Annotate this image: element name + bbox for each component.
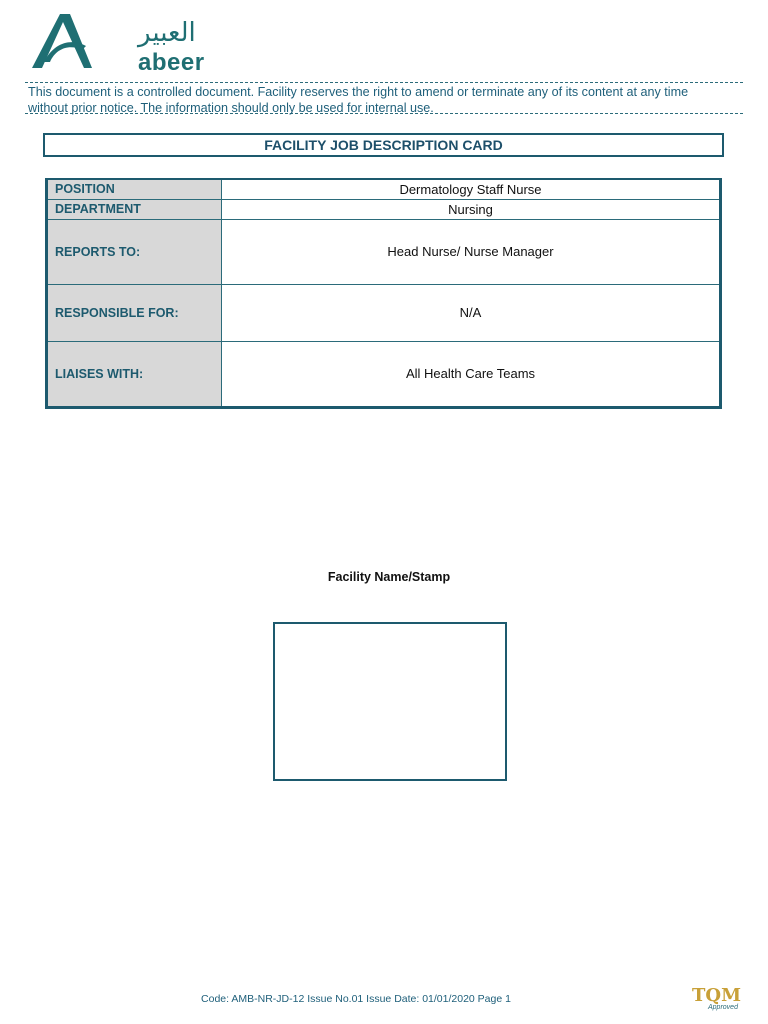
abeer-logo	[30, 12, 205, 76]
facility-stamp-box	[273, 622, 507, 781]
position-value: Dermatology Staff Nurse	[222, 179, 721, 199]
job-description-table	[45, 178, 722, 409]
table-row	[47, 179, 721, 199]
table-row	[47, 219, 721, 284]
table-row	[47, 285, 721, 341]
document-code-footer: Code: AMB-NR-JD-12 Issue No.01 Issue Date: 01/01/2020 Page 1	[201, 993, 511, 1005]
abeer-logo-mark-icon	[30, 12, 100, 70]
responsible-for-label: RESPONSIBLE FOR:	[47, 285, 222, 341]
table-row	[47, 199, 721, 219]
tqm-logo-text: TQM	[692, 985, 741, 1006]
department-value: Nursing	[222, 199, 721, 219]
liaises-with-label: LIAISES WITH:	[47, 341, 222, 407]
notice-line-2: without prior notice. The information should only be used for internal use.	[28, 101, 434, 115]
tqm-approved-text: Approved	[708, 1004, 738, 1011]
table-row	[47, 341, 721, 407]
notice-line-1: This document is a controlled document. Facility reserves the right to amend or terminate any of its content at any time	[28, 85, 689, 99]
logo-arabic-text: العبير	[138, 18, 196, 48]
reports-to-label: REPORTS TO:	[47, 219, 222, 284]
liaises-with-value: All Health Care Teams	[222, 341, 721, 407]
logo-english-text: abeer	[138, 49, 205, 76]
department-label: DEPARTMENT	[47, 199, 222, 219]
controlled-document-notice	[25, 82, 743, 114]
tqm-approved-badge	[692, 985, 742, 1015]
card-title: FACILITY JOB DESCRIPTION CARD	[43, 133, 724, 157]
responsible-for-value: N/A	[222, 285, 721, 341]
facility-stamp-label: Facility Name/Stamp	[327, 570, 451, 584]
position-label: POSITION	[47, 179, 222, 199]
reports-to-value: Head Nurse/ Nurse Manager	[222, 219, 721, 284]
